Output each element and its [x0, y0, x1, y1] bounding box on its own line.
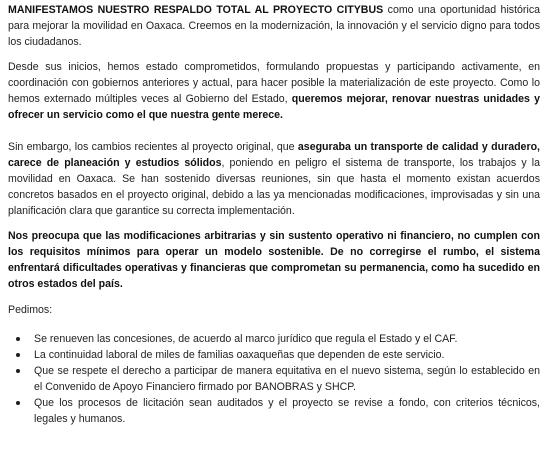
commitment-text: Desde sus inicios, hemos estado comprometidos, formulando propuestas y participando activamente, en coordinación con gobiernos anteriores y actual, para hacer posible la materialización de este proyecto. Como lo hemos externado múltiples veces al Gobierno del Estado, — [8, 61, 540, 105]
list-item — [34, 347, 540, 363]
paragraph-changes — [8, 139, 540, 219]
list-item — [34, 331, 540, 347]
concern-bold: Nos preocupa que las modificaciones arbitrarias y sin sustento operativo ni financiero, no cumplen con los requisitos mínimos para operar un modelo sostenible. De no corregirse el rumbo, el sistema enfrentará dificultades operativas y financieras que comprometan su permanencia, como ha sucedido en otros estados del país. — [8, 230, 540, 290]
requests-intro-text: Pedimos: — [8, 304, 53, 316]
requests-list — [8, 331, 540, 427]
paragraph-concern — [8, 228, 540, 292]
list-item-text: Que los procesos de licitación sean auditados y el proyecto se revise a fondo, con criterios técnicos, legales y humanos. — [34, 397, 540, 425]
list-item-text: Que se respete el derecho a participar de manera equitativa en el nuevo sistema, según lo establecido en el Convenido de Apoyo Financiero firmado por BANOBRAS y SHCP. — [34, 365, 540, 393]
list-item-text: La continuidad laboral de miles de familias oaxaqueñas que dependen de este servicio. — [34, 349, 445, 361]
paragraph-requests-intro — [8, 302, 540, 318]
list-item — [34, 395, 540, 427]
bullet-icon — [16, 353, 20, 357]
changes-text-1: Sin embargo, los cambios recientes al proyecto original, que — [8, 141, 298, 153]
changes-text-2: , poniendo en peligro el sistema de transporte, los trabajos y la movilidad en Oaxaca. Se han sostenido diversas reuniones, sin que hasta el momento existan acuerdos concretos basados en el proyecto original, debido a las ya mencionadas modificaciones, improvisadas y sin una planificación clara que garantice su correcta implementación. — [8, 157, 540, 217]
paragraph-commitment — [8, 59, 540, 123]
bullet-icon — [16, 369, 20, 373]
support-statement-text: como una oportunidad histórica para mejorar la movilidad en Oaxaca. Creemos en la modernización, la innovación y el servicio digno para todos los ciudadanos. — [8, 4, 541, 48]
list-item-text: Se renueven las concesiones, de acuerdo al marco jurídico que regula el Estado y el CAF. — [34, 333, 458, 345]
bullet-icon — [16, 401, 20, 405]
list-item — [34, 363, 540, 395]
changes-bold: aseguraba un transporte de calidad y duradero, carece de planeación y estudios sólidos — [8, 141, 540, 169]
commitment-bold: queremos mejorar, renovar nuestras unidades y ofrecer un servicio como el que nuestra gente merece. — [8, 93, 540, 121]
support-statement-bold: MANIFESTAMOS NUESTRO RESPALDO TOTAL AL PROYECTO CITYBUS — [8, 4, 384, 16]
paragraph-support-statement — [8, 2, 540, 50]
bullet-icon — [16, 337, 20, 341]
